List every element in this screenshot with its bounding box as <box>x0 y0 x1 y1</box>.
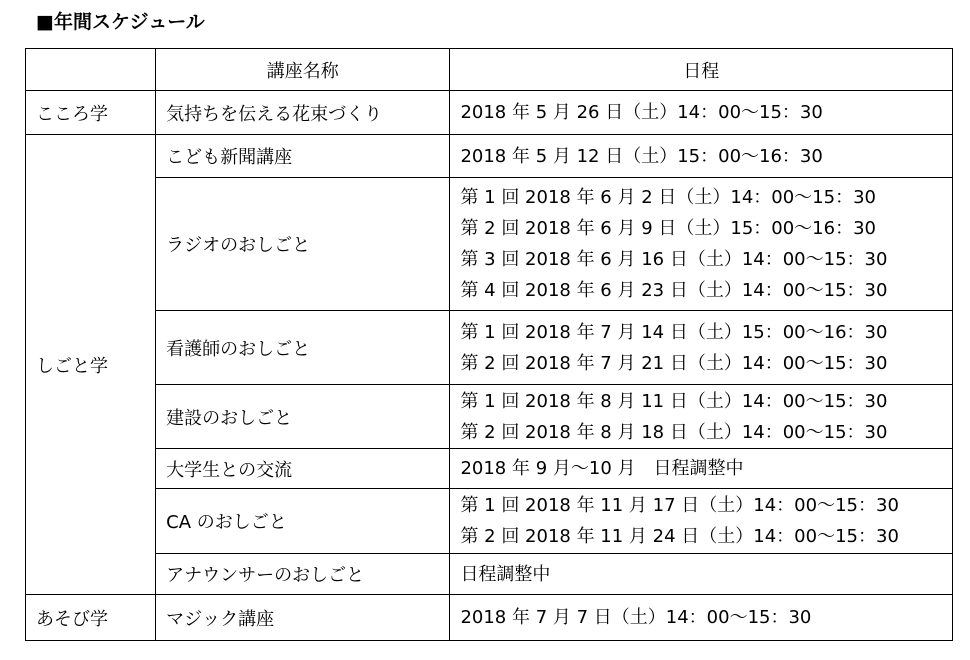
course-dates <box>450 449 953 489</box>
course-name: こども新聞講座 <box>156 135 450 178</box>
course-name: ラジオのおしごと <box>156 178 450 311</box>
header-course-name: 講座名称 <box>156 49 450 91</box>
course-name: 気持ちを伝える花束づくり <box>156 91 450 135</box>
table-row <box>26 178 953 311</box>
category-kokoro: こころ学 <box>26 91 156 135</box>
course-dates <box>450 554 953 595</box>
course-dates <box>450 311 953 385</box>
date-line: 第 1 回 2018 年 8 月 11 日（土）14：00〜15：30 <box>460 390 888 412</box>
table-row <box>26 554 953 595</box>
course-name: 建設のおしごと <box>156 385 450 449</box>
date-line: 第 1 回 2018 年 7 月 14 日（土）15：00〜16：30 <box>460 321 888 343</box>
date-line: 第 2 回 2018 年 8 月 18 日（土）14：00〜15：30 <box>460 421 888 443</box>
annual-schedule-table <box>25 48 953 641</box>
table-row <box>26 135 953 178</box>
table-row <box>26 449 953 489</box>
date-line: 2018 年 5 月 12 日（土）15：00〜16：30 <box>460 145 823 167</box>
course-name: マジック講座 <box>156 595 450 641</box>
course-dates <box>450 135 953 178</box>
date-line: 2018 年 5 月 26 日（土）14：00〜15：30 <box>460 102 823 123</box>
date-line: 第 1 回 2018 年 11 月 17 日（土）14：00〜15：30 <box>460 495 899 516</box>
course-dates <box>450 178 953 311</box>
table-row <box>26 489 953 554</box>
header-schedule: 日程 <box>450 49 953 91</box>
category-asobi: あそび学 <box>26 595 156 641</box>
course-name: 看護師のおしごと <box>156 311 450 385</box>
course-dates <box>450 385 953 449</box>
date-line: 第 2 回 2018 年 7 月 21 日（土）14：00〜15：30 <box>460 352 888 374</box>
date-line: 第 2 回 2018 年 11 月 24 日（土）14：00〜15：30 <box>460 526 899 547</box>
date-line: 第 4 回 2018 年 6 月 23 日（土）14：00〜15：30 <box>460 280 888 301</box>
table-row <box>26 595 953 641</box>
date-line: 第 1 回 2018 年 6 月 2 日（土）14：00〜15：30 <box>460 187 876 208</box>
table-row <box>26 91 953 135</box>
date-line: 第 2 回 2018 年 6 月 9 日（土）15：00〜16：30 <box>460 218 876 239</box>
date-line: 日程調整中 <box>460 563 551 585</box>
course-dates <box>450 489 953 554</box>
table-header-row <box>26 49 953 91</box>
date-line: 2018 年 9 月〜10 月 日程調整中 <box>460 458 744 479</box>
course-dates <box>450 91 953 135</box>
header-category <box>26 49 156 91</box>
date-line: 第 3 回 2018 年 6 月 16 日（土）14：00〜15：30 <box>460 249 888 270</box>
course-name: アナウンサーのおしごと <box>156 554 450 595</box>
course-name: CA のおしごと <box>156 489 450 554</box>
course-dates <box>450 595 953 641</box>
category-shigoto: しごと学 <box>26 135 156 595</box>
table-row <box>26 311 953 385</box>
page-heading: ■年間スケジュール <box>36 11 205 33</box>
table-row <box>26 385 953 449</box>
course-name: 大学生との交流 <box>156 449 450 489</box>
date-line: 2018 年 7 月 7 日（土）14：00〜15：30 <box>460 607 812 628</box>
